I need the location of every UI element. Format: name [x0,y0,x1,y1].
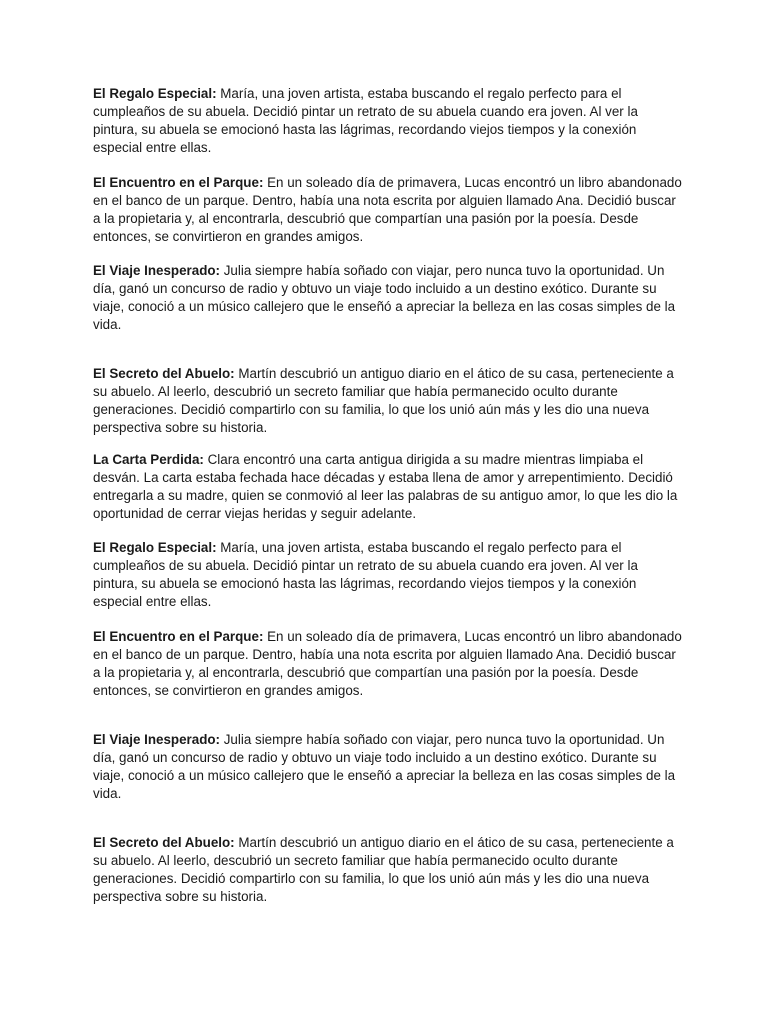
story-paragraph-viaje-inesperado [93,262,683,334]
story-title: El Regalo Especial: [93,540,217,555]
story-text: María, una joven artista, estaba buscando el regalo perfecto para el cumpleaños de su abuela. Decidió pintar un retrato de su abuela cuando era joven. Al ver la pintura, su abuela se emocionó hasta las lágrimas, recordando viejos tiempos y la conexión especial entre ellas. [93,540,638,609]
story-paragraph-regalo-especial [93,85,683,157]
story-title: El Viaje Inesperado: [93,263,221,278]
story-text: En un soleado día de primavera, Lucas encontró un libro abandonado en el banco de un parque. Dentro, había una nota escrita por alguien llamado Ana. Decidió buscar a la propietaria y, al encontrarla, descubrió que compartían una pasión por la poesía. Desde entonces, se convirtieron en grandes amigos. [93,629,682,698]
story-paragraph-regalo-especial [93,539,683,611]
story-text: Martín descubrió un antiguo diario en el ático de su casa, perteneciente a su abuelo. Al leerlo, descubrió un secreto familiar que había permanecido oculto durante generaciones. Decidió compartirlo con su familia, lo que los unió aún más y les dio una nueva perspectiva sobre su historia. [93,366,674,435]
story-text: Julia siempre había soñado con viajar, pero nunca tuvo la oportunidad. Un día, ganó un concurso de radio y obtuvo un viaje todo incluido a un destino exótico. Durante su viaje, conoció a un músico callejero que le enseñó a apreciar la belleza en las cosas simples de la vida. [93,732,676,801]
story-paragraph-carta-perdida [93,451,683,523]
story-title: El Regalo Especial: [93,86,217,101]
story-paragraph-secreto-abuelo [93,365,683,437]
story-paragraph-encuentro-parque [93,174,683,246]
story-paragraph-encuentro-parque [93,628,683,700]
story-paragraph-viaje-inesperado [93,731,683,803]
story-paragraph-secreto-abuelo [93,834,683,906]
story-text: En un soleado día de primavera, Lucas encontró un libro abandonado en el banco de un parque. Dentro, había una nota escrita por alguien llamado Ana. Decidió buscar a la propietaria y, al encontrarla, descubrió que compartían una pasión por la poesía. Desde entonces, se convirtieron en grandes amigos. [93,175,682,244]
story-text: Julia siempre había soñado con viajar, pero nunca tuvo la oportunidad. Un día, ganó un concurso de radio y obtuvo un viaje todo incluido a un destino exótico. Durante su viaje, conoció a un músico callejero que le enseñó a apreciar la belleza en las cosas simples de la vida. [93,263,676,332]
story-text: Martín descubrió un antiguo diario en el ático de su casa, perteneciente a su abuelo. Al leerlo, descubrió un secreto familiar que había permanecido oculto durante generaciones. Decidió compartirlo con su familia, lo que los unió aún más y les dio una nueva perspectiva sobre su historia. [93,835,674,904]
story-text: Clara encontró una carta antigua dirigida a su madre mientras limpiaba el desván. La carta estaba fechada hace décadas y estaba llena de amor y arrepentimiento. Decidió entregarla a su madre, quien se conmovió al leer las palabras de su antiguo amor, lo que les dio la oportunidad de cerrar viejas heridas y seguir adelante. [93,452,678,521]
story-text: María, una joven artista, estaba buscando el regalo perfecto para el cumpleaños de su abuela. Decidió pintar un retrato de su abuela cuando era joven. Al ver la pintura, su abuela se emocionó hasta las lágrimas, recordando viejos tiempos y la conexión especial entre ellas. [93,86,638,155]
story-title: El Secreto del Abuelo: [93,366,235,381]
story-title: El Encuentro en el Parque: [93,629,264,644]
story-title: El Viaje Inesperado: [93,732,221,747]
story-title: El Encuentro en el Parque: [93,175,264,190]
story-title: El Secreto del Abuelo: [93,835,235,850]
story-title: La Carta Perdida: [93,452,204,467]
